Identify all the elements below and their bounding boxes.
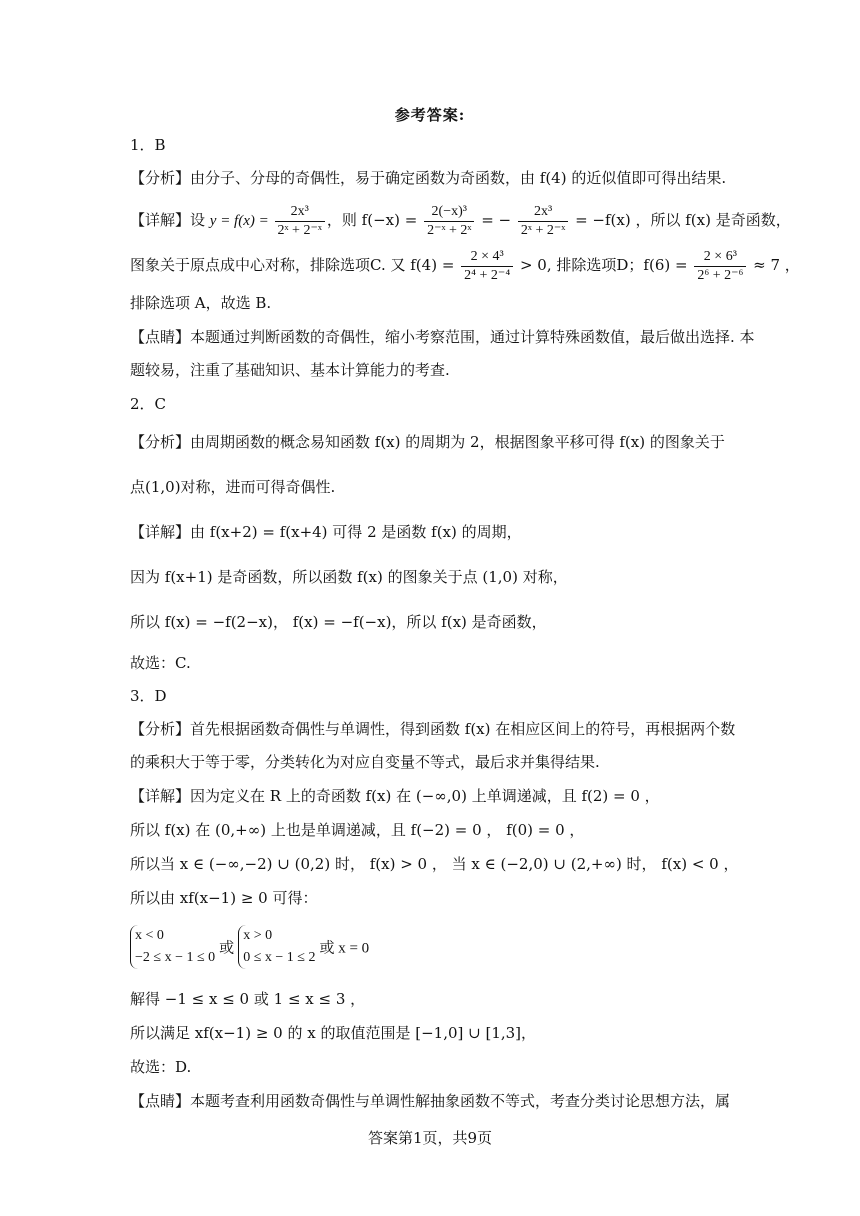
- fraction-2-den: 2⁻ˣ + 2ˣ: [427, 222, 472, 238]
- q1-comment-line2: 题较易，注重了基础知识、基本计算能力的考查.: [130, 361, 450, 379]
- q1-detail-mid: ，则 f(−x) =: [326, 211, 423, 229]
- fraction-4-den: 2⁴ + 2⁻⁴: [464, 267, 511, 283]
- q3-analysis-line2: 的乘积大于等于零，分类转化为对应自变量不等式，最后求并集得结果.: [130, 753, 600, 771]
- case-1b: −2 ≤ x − 1 ≤ 0: [135, 950, 216, 965]
- page-footer: 答案第1页，共9页: [367, 1129, 493, 1147]
- q1-detail-line1: [130, 200, 791, 240]
- case-tail: 或 x = 0: [319, 940, 370, 957]
- case-group-1: [130, 925, 215, 969]
- fraction-1: [275, 203, 325, 240]
- inequality-system: [130, 925, 369, 975]
- q2-answer: 2．C: [130, 395, 167, 413]
- q3-detail-line2: 所以 f(x) 在 (0,+∞) 上也是单调递减，且 f(−2) = 0 ， f(0) = 0 ，: [130, 821, 585, 839]
- fraction-4: [461, 248, 513, 285]
- q3-detail-line1: 【详解】因为定义在 R 上的奇函数 f(x) 在 (−∞,0) 上单调递减，且 f(2) = 0 ，: [130, 787, 660, 805]
- q1-detail2-end: ≈ 7 ，: [748, 256, 800, 274]
- q3-solution: 解得 −1 ≤ x ≤ 0 或 1 ≤ x ≤ 3 ，: [130, 990, 366, 1008]
- q1-comment-line1: 【点睛】本题通过判断函数的奇偶性，缩小考察范围，通过计算特殊函数值，最后做出选择. 本: [130, 328, 755, 346]
- q3-analysis-line1: 【分析】首先根据函数奇偶性与单调性，得到函数 f(x) 在相应区间上的符号，再根据两个数: [130, 720, 736, 738]
- q2-analysis-line2: 点(1,0)对称，进而可得奇偶性.: [130, 478, 336, 496]
- fraction-5: [694, 248, 746, 285]
- case-1a: x < 0: [135, 928, 164, 943]
- fraction-3: [518, 203, 568, 240]
- q3-range: 所以满足 xf(x−1) ≥ 0 的 x 的取值范围是 [−1,0] ∪ [1,3]，: [130, 1024, 537, 1042]
- fraction-3-num: 2x³: [518, 203, 568, 222]
- q3-comment: 【点睛】本题考查利用函数奇偶性与单调性解抽象函数不等式，考查分类讨论思想方法，属: [130, 1092, 731, 1110]
- fraction-1-num: 2x³: [275, 203, 325, 222]
- case-2b: 0 ≤ x − 1 ≤ 2: [243, 950, 316, 965]
- q1-detail-line2: [130, 245, 800, 285]
- case-group-2: [238, 925, 315, 969]
- q1-detail-prefix: 【详解】设: [130, 211, 210, 229]
- q2-analysis-line1: 【分析】由周期函数的概念易知函数 f(x) 的周期为 2，根据图象平移可得 f(x) 的图象关于: [130, 433, 725, 451]
- fraction-5-num: 2 × 6³: [694, 248, 746, 267]
- q3-choice: 故选：D.: [130, 1058, 192, 1076]
- q1-answer: 1．B: [130, 136, 166, 154]
- fraction-3-den: 2ˣ + 2⁻ˣ: [520, 222, 566, 238]
- fraction-1-den: 2ˣ + 2⁻ˣ: [277, 222, 322, 238]
- q1-detail2-prefix: 图象关于原点成中心对称，排除选项C. 又 f(4) =: [130, 256, 460, 274]
- fraction-2-num: 2(−x)³: [424, 203, 474, 222]
- q3-answer: 3．D: [130, 687, 167, 705]
- fraction-5-den: 2⁶ + 2⁻⁶: [697, 267, 744, 283]
- case-2a: x > 0: [243, 928, 273, 943]
- q1-analysis: 【分析】由分子、分母的奇偶性，易于确定函数为奇函数，由 f(4) 的近似值即可得出结果.: [130, 169, 727, 187]
- q1-detail2-mid: > 0, 排除选项D；f(6) =: [515, 256, 693, 274]
- q3-detail-line4: 所以由 xf(x−1) ≥ 0 可得：: [130, 889, 318, 907]
- fraction-4-num: 2 × 4³: [461, 248, 513, 267]
- q1-detail-end: = −f(x) ，所以 f(x) 是奇函数，: [570, 211, 791, 229]
- q3-detail-line3: 所以当 x ∈ (−∞,−2) ∪ (0,2) 时， f(x) > 0 ， 当 x ∈ (−2,0) ∪ (2,+∞) 时， f(x) < 0 ，: [130, 855, 739, 873]
- or-connector: 或: [219, 938, 235, 957]
- q1-detail-line3: 排除选项 A，故选 B.: [130, 294, 272, 312]
- fraction-2: [424, 203, 474, 240]
- q2-choice: 故选：C.: [130, 654, 191, 672]
- q2-detail-line2: 因为 f(x+1) 是奇函数，所以函数 f(x) 的图象关于点 (1,0) 对称，: [130, 568, 568, 586]
- q1-detail-fdef: y = f(x) =: [209, 213, 273, 229]
- q2-detail-line1: 【详解】由 f(x+2) = f(x+4) 可得 2 是函数 f(x) 的周期，: [130, 523, 522, 541]
- q2-detail-line3: 所以 f(x) = −f(2−x)， f(x) = −f(−x)，所以 f(x) 是奇函数，: [130, 613, 547, 631]
- q1-detail-eq: = −: [476, 211, 516, 229]
- page-title: 参考答案:: [394, 106, 466, 124]
